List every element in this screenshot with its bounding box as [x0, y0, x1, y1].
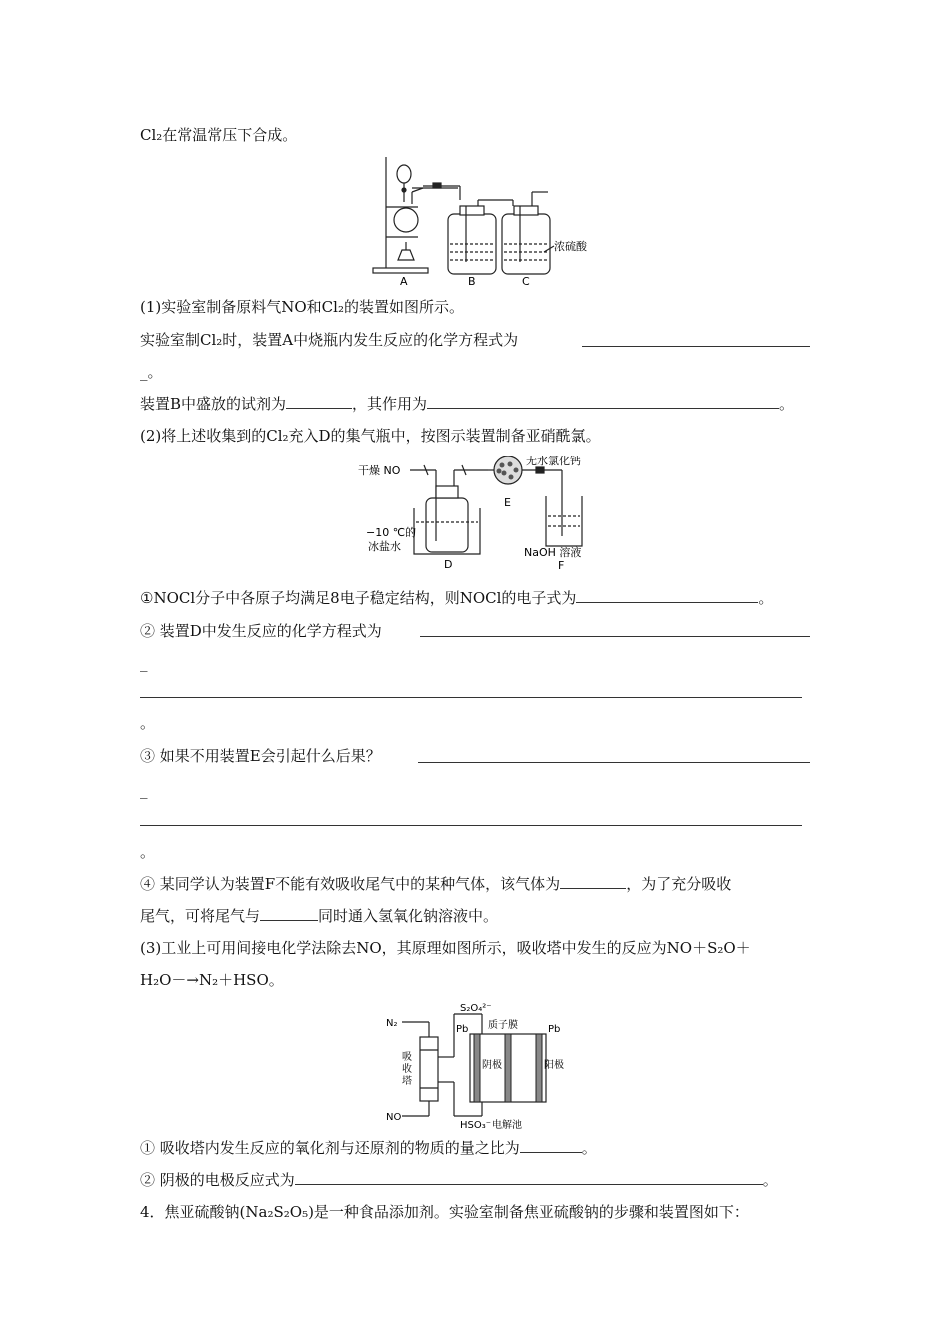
answer-blank[interactable]	[520, 1138, 582, 1153]
text-line: _	[140, 781, 148, 799]
label-n2: N₂	[386, 1018, 398, 1029]
text-line: 4．焦亚硫酸钠(Na₂S₂O₅)是一种食品添加剂。实验室制备焦亚硫酸钠的步骤和装置图如下：	[140, 1203, 749, 1221]
answer-blank[interactable]	[420, 636, 810, 637]
answer-blank[interactable]	[140, 825, 802, 826]
text-line: Cl₂在常温常压下合成。	[140, 126, 298, 144]
label-pb-left: Pb	[456, 1024, 469, 1035]
text-line: (1)实验室制备原料气NO和Cl₂的装置如图所示。	[140, 298, 464, 316]
label-c: C	[522, 275, 530, 287]
text-line: 。	[140, 843, 156, 861]
label-f: F	[558, 559, 565, 572]
figure-apparatus-a-b-c	[368, 152, 588, 287]
text-line: (3)工业上可用间接电化学法除去NO，其原理如图所示，吸收塔中发生的反应为NO＋S₂O＋	[140, 939, 751, 957]
text-line: _。	[140, 363, 163, 381]
answer-blank[interactable]	[582, 346, 810, 347]
text-line: ④ 某同学认为装置F不能有效吸收尾气中的某种气体，该气体为 ，为了充分吸收	[140, 875, 732, 893]
text-line: 。	[140, 714, 156, 732]
label-d: D	[444, 558, 453, 571]
figure-apparatus-d-e-f	[358, 456, 598, 576]
text-line: _	[140, 654, 148, 672]
label-no: NO	[386, 1112, 402, 1123]
label-tower-1: 吸	[402, 1052, 412, 1063]
electrochem-diagram	[382, 1002, 582, 1132]
text-line: H₂O－→N₂＋HSO。	[140, 971, 284, 989]
apparatus-diagram-1	[368, 152, 588, 287]
text-line: ① 吸收塔内发生反应的氧化剂与还原剂的物质的量之比为 。	[140, 1139, 597, 1157]
answer-blank[interactable]	[427, 394, 779, 409]
answer-blank[interactable]	[418, 762, 810, 763]
label-proton-membrane: 质子膜	[488, 1020, 518, 1031]
text-line: 装置B中盛放的试剂为 ，其作用为 。	[140, 395, 795, 413]
text-line: ①NOCl分子中各原子均满足8电子稳定结构，则NOCl的电子式为 。	[140, 589, 774, 607]
label-naoh-solution: NaOH 溶液	[524, 546, 582, 559]
answer-blank[interactable]	[140, 697, 802, 698]
label-anode: 阳极	[544, 1060, 564, 1071]
answer-blank[interactable]	[560, 874, 626, 889]
label-a: A	[400, 275, 408, 287]
answer-blank[interactable]	[295, 1170, 763, 1185]
label-ice-brine: 冰盐水	[368, 540, 401, 553]
label-s2o4: S₂O₄²⁻	[460, 1003, 492, 1014]
text-line: 实验室制Cl₂时，装置A中烧瓶内发生反应的化学方程式为	[140, 331, 519, 349]
text-line: ② 阴极的电极反应式为 。	[140, 1171, 778, 1189]
text-line: ③ 如果不用装置E会引起什么后果？	[140, 747, 381, 765]
answer-blank[interactable]	[576, 588, 758, 603]
label-hso3: HSO₃⁻	[460, 1120, 492, 1131]
answer-blank[interactable]	[286, 394, 352, 409]
label-tower-3: 塔	[402, 1076, 412, 1087]
answer-blank[interactable]	[260, 906, 318, 921]
text-line: (2)将上述收集到的Cl₂充入D的集气瓶中，按图示装置制备亚硝酰氯。	[140, 427, 601, 445]
text-line: ② 装置D中发生反应的化学方程式为	[140, 622, 382, 640]
label-temperature: −10 ℃的	[366, 526, 417, 539]
label-anhydrous-cacl2: 无水氯化钙	[526, 456, 581, 467]
label-electrolytic-cell: 电解池	[492, 1120, 522, 1131]
label-b: B	[468, 275, 476, 287]
label-pb-right: Pb	[548, 1024, 561, 1035]
text-line: 尾气，可将尾气与 同时通入氢氧化钠溶液中。	[140, 907, 499, 925]
label-cathode: 阴极	[482, 1060, 502, 1071]
apparatus-diagram-2	[358, 456, 598, 576]
label-conc-sulfuric-acid: 浓硫酸	[554, 240, 587, 253]
figure-electrochemistry	[382, 1002, 582, 1132]
label-tower-2: 收	[402, 1064, 412, 1075]
label-e: E	[504, 496, 511, 509]
label-dry-no: 干燥 NO	[358, 464, 401, 477]
